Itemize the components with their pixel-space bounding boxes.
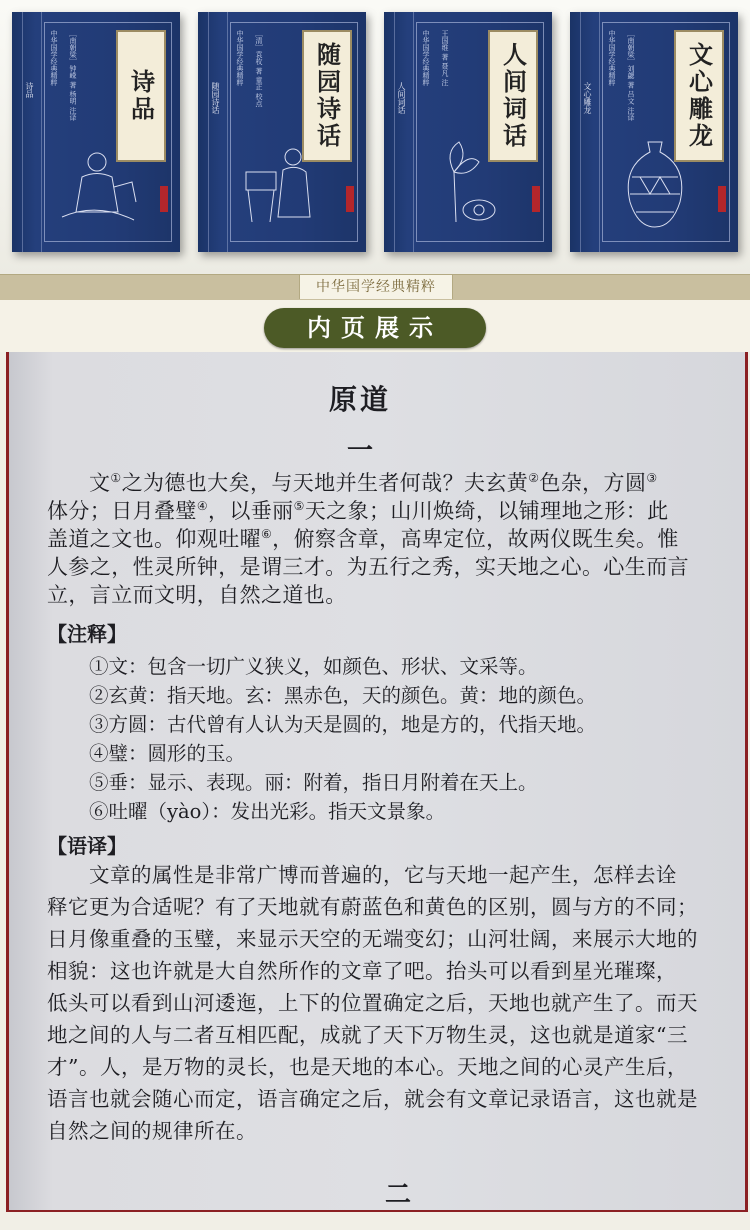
text-segment: 天之象；山川焕绮，以铺理地之形：此 (304, 499, 669, 523)
book-title: 人间词话 (498, 42, 528, 150)
original-text-line (47, 498, 669, 526)
note-marker: ② (528, 471, 540, 485)
note-marker: ① (110, 471, 122, 485)
book-spine-title: 诗品 (25, 82, 34, 98)
book-cover-2[interactable] (198, 12, 366, 252)
lotus-illustration (424, 132, 514, 232)
book-series: 中华国学经典精粹 (236, 30, 244, 86)
book-spine-title: 文心雕龙 (583, 82, 592, 114)
vase-illustration (610, 132, 700, 232)
book-author: ［南朝梁］钟嵘 著 杨明 注译 (69, 30, 77, 121)
book-banner (0, 0, 750, 275)
book-spine-title: 人间词话 (397, 82, 406, 114)
original-text-line (47, 554, 689, 582)
publisher-stamp (160, 186, 168, 212)
text-segment: 之为德也大矣，与天地并生者何哉？夫玄黄 (121, 471, 529, 495)
text-segment: 文 (89, 471, 111, 495)
text-segment: 体分；日月叠璧 (47, 499, 197, 523)
note-4: ④璧：圆形的玉。 (89, 742, 246, 765)
book-series: 中华国学经典精粹 (608, 30, 616, 86)
publisher-stamp (346, 186, 354, 212)
interior-page-photo (6, 352, 748, 1212)
book-series: 中华国学经典精粹 (422, 30, 430, 86)
note-marker: ④ (196, 499, 208, 513)
section-title-badge: 内页展示 (264, 308, 486, 348)
series-ribbon-label: 中华国学经典精粹 (299, 275, 453, 299)
original-text-line (89, 470, 658, 498)
book-series: 中华国学经典精粹 (50, 30, 58, 86)
translation-line: 地之间的人与二者互相匹配，成就了天下万物生灵，这也就是道家“三 (47, 1023, 688, 1047)
text-segment: 盖道之文也。仰观吐曜 (47, 527, 261, 551)
text-segment: ，以垂丽 (207, 499, 294, 523)
translation-line: 日月像重叠的玉璧，来显示天空的无端变幻；山河壮阔，来展示大地的 (47, 927, 698, 951)
book-title: 随园诗话 (312, 42, 342, 150)
translation-line: 释它更为合适呢？有了天地就有蔚蓝色和黄色的区别，圆与方的不同； (47, 895, 698, 919)
original-text-line (47, 582, 347, 610)
publisher-stamp (718, 186, 726, 212)
section-number: 一 (347, 436, 374, 466)
publisher-stamp (532, 186, 540, 212)
next-section-number: 二 (385, 1180, 412, 1210)
book-cover-1[interactable] (12, 12, 180, 252)
translation-line: 低头可以看到山河逶迤，上下的位置确定之后，天地也就产生了。而天 (47, 991, 698, 1015)
translation-line: 相貌：这也许就是大自然所作的文章了吧。抬头可以看到星光璀璨， (47, 959, 677, 983)
scholar-illustration (52, 132, 142, 232)
translation-header: 【语译】 (47, 834, 127, 858)
book-author: ［清］袁枚 著 童正 校点 (255, 30, 263, 107)
text-segment: 立，言立而文明，自然之道也。 (47, 583, 347, 607)
book-title: 文心雕龙 (684, 42, 714, 150)
book-spine-title: 随园诗话 (211, 82, 220, 114)
translation-line: 自然之间的规律所在。 (47, 1119, 257, 1143)
translation-line: 语言也就会随心而定，语言确定之后，就会有文章记录语言，这也就是 (47, 1087, 698, 1111)
text-segment: 色杂，方圆 (539, 471, 647, 495)
book-author: ［南朝梁］刘勰 著 吕文 注译 (627, 30, 635, 121)
note-3: ③方圆：古代曾有人认为天是圆的，地是方的，代指天地。 (89, 713, 597, 736)
text-segment: ，俯察含章，高卑定位，故两仪既生矣。惟 (272, 527, 679, 551)
chapter-title: 原道 (329, 383, 392, 416)
note-5: ⑤垂：显示、表现。丽：附着，指日月附着在天上。 (89, 771, 538, 794)
note-marker: ⑥ (261, 527, 273, 541)
book-cover-3[interactable] (384, 12, 552, 252)
translation-line: 才”。人，是万物的灵长，也是天地的本心。天地之间的心灵产生后， (47, 1055, 688, 1079)
figure-illustration (238, 132, 328, 232)
book-cover-4[interactable] (570, 12, 738, 252)
note-1: ①文：包含一切广义狭义，如颜色、形状、文采等。 (89, 655, 538, 678)
note-marker: ⑤ (293, 499, 305, 513)
notes-header: 【注释】 (47, 622, 127, 646)
original-text-line (47, 526, 679, 554)
book-author: 王国维 著 聂凡 注 (441, 30, 449, 86)
note-6: ⑥吐曜（yào）：发出光彩。指天文景象。 (89, 800, 446, 823)
note-2: ②玄黄：指天地。玄：黑赤色，天的颜色。黄：地的颜色。 (89, 684, 597, 707)
translation-line: 文章的属性是非常广博而普遍的，它与天地一起产生，怎样去诠 (89, 863, 677, 887)
book-title: 诗品 (126, 69, 156, 123)
note-marker: ③ (646, 471, 658, 485)
text-segment: 人参之，性灵所钟，是谓三才。为五行之秀，实天地之心。心生而言 (47, 555, 689, 579)
